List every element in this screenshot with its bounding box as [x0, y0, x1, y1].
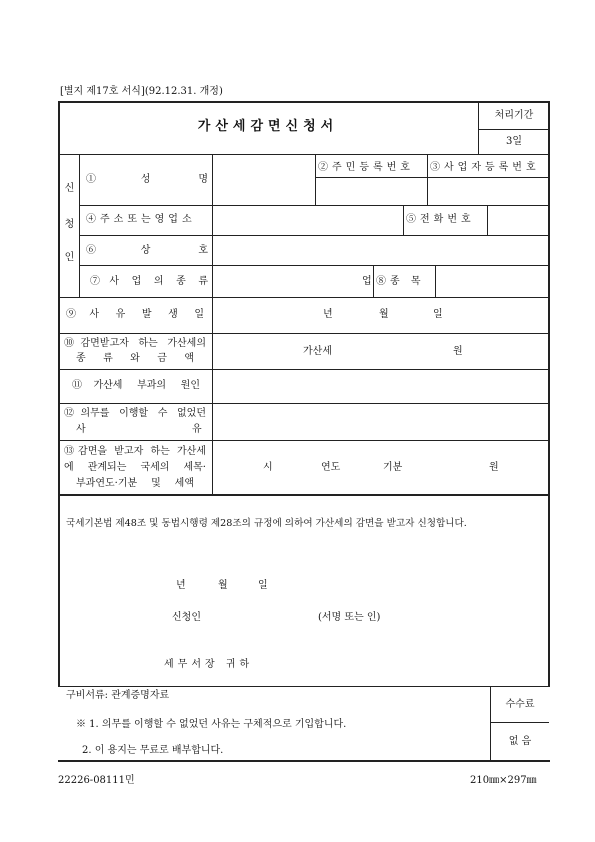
paper-size: 210㎜×297㎜	[470, 775, 537, 786]
amount-label-line1: ⑩감면받고자 하는 가산세의	[64, 338, 206, 349]
business-number-field[interactable]	[428, 178, 548, 205]
resident-number-label: ②주민등록번호	[318, 162, 414, 173]
phone-label: ⑤전화번호	[406, 214, 475, 225]
tax-period-unit: 기분	[383, 462, 403, 473]
reason-label-line2-b: 유	[192, 424, 202, 435]
fee-label: 수수료	[505, 699, 535, 710]
name-field[interactable]	[213, 155, 315, 205]
resident-number-field[interactable]	[316, 178, 427, 205]
attachments-note: 구비서류: 관계증명자료	[66, 690, 170, 701]
cause-label: ⑪가산세 부과의 원인	[72, 380, 200, 391]
tax-won-unit: 원	[489, 462, 499, 473]
form-number: 22226-08111민	[58, 775, 135, 786]
cause-field[interactable]	[213, 370, 548, 403]
tax-label-line3: 부과연도·기분 및 세액	[76, 478, 194, 489]
item-field[interactable]	[436, 266, 548, 297]
applicant-side-label-2: 청	[64, 219, 75, 230]
footnote-1: ※ 1. 의무를 이행할 수 없었던 사유는 구체적으로 기입합니다.	[76, 719, 347, 730]
applicant-side-label-1: 신	[64, 183, 75, 194]
occurrence-month-unit: 월	[379, 309, 389, 320]
recipient-line: 세무서장 귀하	[164, 659, 254, 670]
amount-label-line2: 종 류 와 금 액	[76, 353, 194, 364]
applicant-signature-field[interactable]	[210, 608, 310, 626]
name-label: ①성 명	[86, 174, 208, 185]
signature-or-seal-label: (서명 또는 인)	[318, 612, 381, 623]
reason-label-line2-a: 사	[76, 424, 86, 435]
occurrence-day-unit: 일	[433, 309, 443, 320]
form-reference: [별지 제17호 서식](92.12.31. 개정)	[60, 86, 223, 97]
form-title: 가산세감면신청서	[197, 119, 339, 134]
processing-period-value: 3일	[505, 136, 523, 147]
footnote-2: 2. 이 용지는 무료로 배부합니다.	[82, 745, 224, 756]
address-label: ④주소또는영업소	[86, 214, 196, 225]
amount-won-unit: 원	[453, 346, 463, 357]
tax-year-unit: 연도	[321, 462, 341, 473]
amount-penalty-text: 가산세	[303, 346, 332, 357]
fee-value: 없 음	[508, 736, 532, 747]
occurrence-date-field[interactable]	[213, 298, 548, 333]
business-type-label: ⑦사 업 의 종 류	[90, 276, 208, 287]
tax-item-unit: 시	[263, 462, 273, 473]
business-type-field[interactable]	[213, 266, 358, 297]
processing-period-label: 처리기간	[494, 110, 534, 121]
address-field[interactable]	[213, 206, 403, 235]
reason-label-line1: ⑫의무를 이행할 수 없었던	[64, 408, 206, 419]
phone-field[interactable]	[488, 206, 548, 235]
reason-field[interactable]	[213, 404, 548, 440]
tax-field[interactable]	[213, 441, 548, 494]
declaration-text: 국세기본법 제48조 및 동법시행령 제28조의 규정에 의하여 가산세의 감면을 받고자 신청합니다.	[66, 518, 467, 529]
declaration-year-unit: 년	[176, 580, 186, 591]
amount-field[interactable]	[213, 334, 548, 369]
declaration-month-unit: 월	[218, 580, 228, 591]
applicant-side-label-3: 인	[64, 252, 75, 263]
trade-name-field[interactable]	[213, 236, 548, 265]
business-number-label: ③사업자등록번호	[430, 162, 540, 173]
occurrence-date-label: ⑨사 유 발 생 일	[66, 309, 204, 320]
occurrence-year-unit: 년	[323, 309, 333, 320]
tax-label-line2: 에 관계되는 국세의 세목·	[64, 462, 206, 473]
applicant-signature-label: 신청인	[172, 612, 201, 623]
tax-label-line1: ⑬감면을 받고자 하는 가산세	[64, 446, 206, 457]
trade-name-label: ⑥상 호	[86, 245, 208, 256]
item-label: ⑧종 목	[376, 276, 425, 287]
declaration-day-unit: 일	[258, 580, 268, 591]
business-type-suffix: 업	[362, 276, 372, 287]
